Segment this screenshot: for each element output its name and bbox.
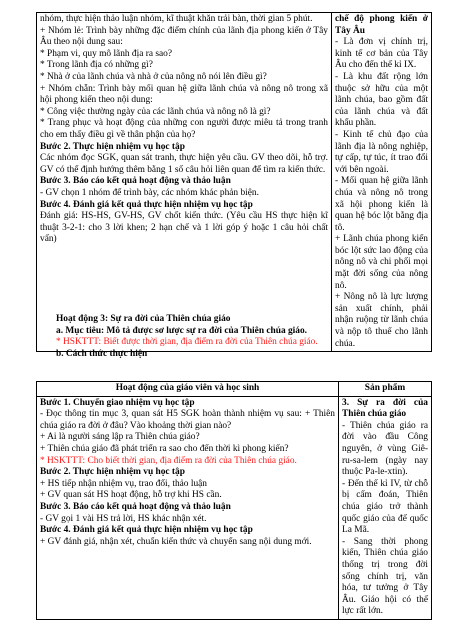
table2-activity-cell [37, 396, 339, 619]
paragraph: + Nhóm chẵn: Trình bày mối quan hệ giữa lãnh chúa và nông nô trong xã hội phong kiến theo nội dung: [40, 83, 328, 106]
paragraph: - GV chọn 1 nhóm để trình bày, các nhóm khác phản biện. [40, 187, 259, 198]
paragraph: chế độ phong kiến ở Tây Âu [335, 14, 428, 36]
paragraph: 3. Sự ra đời của Thiên chúa giáo [342, 397, 428, 420]
activity3-objective-text: a. Mục tiêu: Mô tả được sơ lược sự ra đời của Thiên chúa giáo. [56, 325, 308, 336]
paragraph: * Phạm vi, quy mô lãnh địa ra sao? [40, 48, 173, 59]
lesson-table-1 [36, 12, 432, 352]
paragraph: + Ai là người sáng lập ra Thiên chúa giáo? [40, 432, 200, 443]
table2-header-product: Sản phẩm [339, 382, 432, 397]
paragraph: * HSKTTT: Cho biết thời gian, địa điểm ra đời của Thiên chúa giáo. [40, 455, 297, 466]
paragraph: - Đọc thông tin mục 3, quan sát H5 SGK hoàn thành nhiệm vụ sau: + Thiên chúa giáo ra đời ở đâu? Vào khoảng thời gian nào? [40, 409, 335, 431]
paragraph: - Mối quan hệ giữa lãnh chúa và nông nô trong xã hội phong kiến là quan hệ bóc lột bằng địa tô. [335, 176, 428, 233]
paragraph: + Thiên chúa giáo đã phát triển ra sao cho đến thời kì phong kiến? [40, 443, 289, 454]
activity3-method: b. Cách thức thực hiện [56, 348, 148, 359]
paragraph: Bước 2. Thực hiện nhiệm vụ học tập [40, 141, 185, 152]
table2-product-cell [339, 396, 432, 619]
paragraph: nhóm, thực hiện thảo luận nhóm, kĩ thuật khăn trải bàn, thời gian 5 phút. [40, 14, 313, 24]
paragraph: + Nhóm lẻ: Trình bày những đặc điểm chính của lãnh địa phong kiến ở Tây Âu theo nội dung sau: [40, 25, 328, 48]
paragraph: - Kinh tế chủ đạo của lãnh địa là nông nghiệp, tự cấp, tự túc, ít trao đổi với bên ngoài. [335, 129, 428, 175]
paragraph: - Đến thế kỉ IV, từ chỗ bị cấm đoán, Thiên chúa giáo trở thành quốc giáo của đế quốc La Mã. [342, 478, 428, 536]
paragraph: + GV đánh giá, nhận xét, chuẩn kiến thức và chuyển sang nội dung mới. [40, 536, 312, 547]
paragraph: * Công việc thường ngày của các lãnh chúa và nông nô là gì? [40, 106, 271, 117]
teacher-student-activity-cell [37, 13, 332, 352]
paragraph: + Nông nô là lực lượng sản xuất chính, phải nhận ruộng từ lãnh chúa và nộp tô thuế cho lãnh chúa. [335, 292, 428, 349]
paragraph: - Là khu đất rộng lớn thuộc sở hữu của một lãnh chúa, bao gồm đất của lãnh chúa và đất khẩu phần. [335, 71, 428, 129]
paragraph: - GV gọi 1 vài HS trả lời, HS khác nhận xét. [40, 513, 207, 524]
activity3-hsktt: * HSKTTT: Biết được thời gian, địa điểm ra đời của Thiên chúa giáo. [56, 337, 318, 348]
paragraph: + Lãnh chúa phong kiến bóc lột sức lao động của nông nô và chi phối mọi mặt đời sống của nông nô. [335, 234, 428, 291]
paragraph: - Sang thời phong kiến, Thiên chúa giáo thống trị trong đời sống chính trị, văn hóa, tư tưởng ở Tây Âu. Giáo hội có thế lực rất lớn. [342, 536, 428, 617]
activity3-objective [36, 326, 417, 338]
paragraph: Bước 4. Đánh giá kết quả thực hiện nhiệm vụ học tập [40, 525, 253, 536]
table2-header-activity: Hoạt động của giáo viên và học sinh [37, 382, 339, 397]
paragraph: Bước 3. Báo cáo kết quả hoạt động và thảo luận [40, 501, 231, 512]
paragraph: + HS tiếp nhận nhiệm vụ, trao đổi, thảo luận [40, 478, 207, 489]
paragraph: * Nhà ở của lãnh chúa và nhà ở của nông nô nói lên điều gì? [40, 71, 267, 82]
paragraph: + GV quan sát HS hoạt động, hỗ trợ khi HS cần. [40, 490, 222, 501]
paragraph: - Thiên chúa giáo ra đời vào đầu Công nguyên, ở vùng Giê-ru-sa-lem (ngày nay thuộc Pa-le-xtin). [342, 420, 428, 478]
paragraph: * Trong lãnh địa có những gì? [40, 60, 153, 71]
paragraph: Bước 1. Chuyển giao nhiệm vụ học tập [40, 397, 195, 408]
activity3-title: Hoạt động 3: Sự ra đời của Thiên chúa giáo [56, 314, 231, 324]
paragraph: - Là đơn vị chính trị, kinh tế cơ bản của Tây Âu cho đến thế kỉ IX. [335, 37, 428, 71]
paragraph: Các nhóm đọc SGK, quan sát tranh, thực hiện yêu cầu. GV theo dõi, hỗ trợ. GV có thể định hướng thêm bằng 1 số câu hỏi liên quan để tìm ra kiến thức. [40, 153, 328, 175]
lesson-table-2 [36, 381, 432, 620]
paragraph: Đánh giá: HS-HS, GV-HS, GV chốt kiến thức. (Yêu cầu HS thực hiện kĩ thuật 3-2-1: cho 3 lời khen; 2 hạn chế và 1 lời góp ý hoặc 1 câu hỏi chất vấn) [40, 211, 328, 245]
paragraph: Bước 2. Thực hiện nhiệm vụ học tập [40, 467, 185, 478]
paragraph: * Trang phục và hoạt động của những con người được miêu tả trong tranh cho em thấy điều gì về thân phận của họ? [40, 118, 328, 140]
paragraph: Bước 3. Báo cáo kết quả hoạt động và thảo luận [40, 176, 231, 187]
activity3-header [36, 314, 417, 360]
product-cell [332, 13, 432, 352]
paragraph: Bước 4. Đánh giá kết quả thực hiện nhiệm vụ học tập [40, 199, 253, 210]
